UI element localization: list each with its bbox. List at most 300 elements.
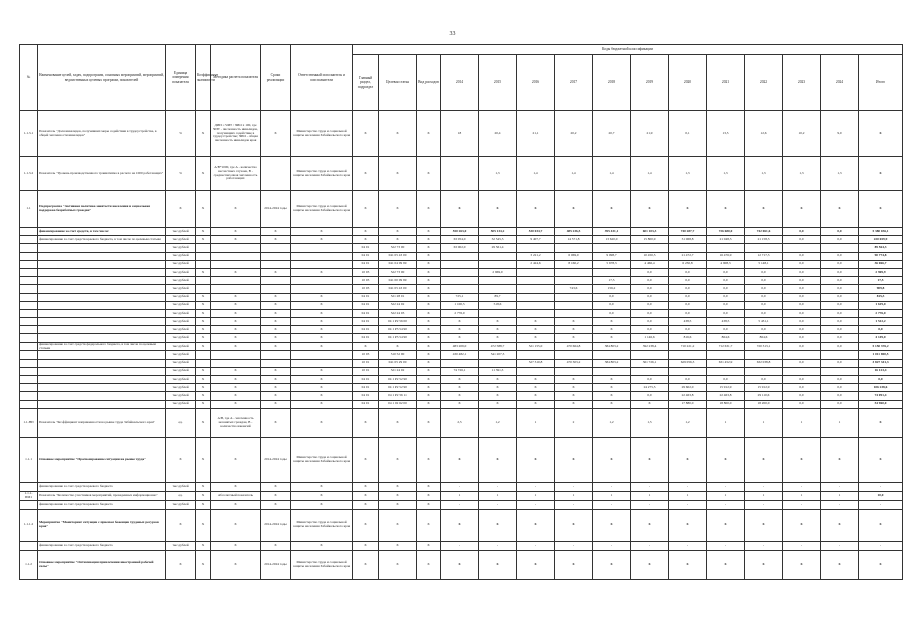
table-cell: - bbox=[821, 541, 859, 550]
table-row bbox=[20, 408, 903, 437]
table-cell: % bbox=[166, 111, 196, 157]
table-cell: 1 bbox=[479, 491, 517, 500]
table-cell bbox=[261, 351, 291, 359]
table-cell: X bbox=[593, 326, 631, 334]
table-cell: 0,0 bbox=[669, 293, 707, 301]
table-cell bbox=[745, 351, 783, 359]
table-row bbox=[20, 326, 903, 334]
table-cell: X bbox=[859, 509, 903, 541]
table-cell: 0,0 bbox=[821, 392, 859, 400]
table-cell: 24 275,5 bbox=[631, 384, 669, 392]
table-cell: 430 482,1 bbox=[441, 351, 479, 359]
table-cell bbox=[20, 277, 38, 285]
table-cell bbox=[38, 392, 166, 400]
table-cell: 720 313,1 bbox=[745, 342, 783, 351]
table-row bbox=[20, 482, 903, 491]
table-cell: X bbox=[211, 334, 261, 342]
table-cell: 1 100,5 bbox=[441, 301, 479, 309]
table-cell: 2014-2024 годы bbox=[261, 550, 291, 579]
table-cell: X bbox=[291, 293, 353, 301]
table-cell: X bbox=[166, 437, 196, 482]
table-cell bbox=[20, 260, 38, 268]
table-cell: X bbox=[517, 376, 555, 384]
table-cell: 0,0 bbox=[707, 309, 745, 317]
table-cell: 9 407,7 bbox=[517, 236, 555, 244]
table-cell bbox=[555, 277, 593, 285]
table-cell: X bbox=[517, 318, 555, 326]
table-cell: X bbox=[859, 437, 903, 482]
table-cell: 0,0 bbox=[669, 301, 707, 309]
table-cell: 0,0 bbox=[707, 301, 745, 309]
table-cell: X bbox=[417, 367, 441, 375]
table-cell: 22 463,8 bbox=[669, 392, 707, 400]
table-cell: 3 221,2 bbox=[517, 252, 555, 260]
table-cell: Министерство труда и социальной защиты населения Забайкальского края bbox=[291, 437, 353, 482]
table-cell: X bbox=[517, 326, 555, 334]
table-cell: 0,0 bbox=[783, 268, 821, 276]
table-cell: 1,3 bbox=[783, 157, 821, 191]
table-cell: X bbox=[441, 318, 479, 326]
table-cell bbox=[291, 285, 353, 293]
table-cell: - bbox=[707, 500, 745, 509]
table-cell bbox=[517, 293, 555, 301]
table-cell: X bbox=[417, 260, 441, 268]
table-cell: 9 098,7 bbox=[593, 252, 631, 260]
table-cell: тыс.рублей bbox=[166, 400, 196, 408]
table-cell: 1,3 bbox=[821, 157, 859, 191]
table-cell bbox=[20, 285, 38, 293]
table-cell: X bbox=[211, 318, 261, 326]
header-year: 2014 bbox=[441, 55, 479, 111]
table-cell bbox=[441, 252, 479, 260]
table-cell: X bbox=[379, 437, 417, 482]
table-cell: 521 24 02 bbox=[379, 367, 417, 375]
table-cell: X bbox=[379, 157, 417, 191]
table-cell bbox=[555, 268, 593, 276]
table-cell: 521 155,0 bbox=[517, 342, 555, 351]
table-cell: X bbox=[479, 392, 517, 400]
table-cell: 601 103,3 bbox=[631, 228, 669, 236]
table-row bbox=[20, 400, 903, 408]
table-row bbox=[20, 260, 903, 268]
table-cell: 04 1 02 62 00 bbox=[379, 400, 417, 408]
header-year: 2022 bbox=[745, 55, 783, 111]
table-cell: 0,0 bbox=[783, 277, 821, 285]
table-cell: - bbox=[441, 482, 479, 491]
table-cell: Показатель "Уровень производственного травматизма в расчете на 1000 работающих" bbox=[38, 157, 166, 191]
table-cell: 21 048,3 bbox=[707, 236, 745, 244]
table-cell: X bbox=[821, 191, 859, 228]
table-cell bbox=[20, 236, 38, 244]
table-cell bbox=[291, 351, 353, 359]
table-cell: X bbox=[196, 228, 211, 236]
header-year: 2018 bbox=[593, 55, 631, 111]
table-cell: 530 034,7 bbox=[517, 228, 555, 236]
table-cell: 6 069,0 bbox=[555, 252, 593, 260]
table-cell: X bbox=[353, 236, 379, 244]
table-cell bbox=[38, 376, 166, 384]
table-cell: 29 602,0 bbox=[669, 384, 707, 392]
table-cell: X bbox=[211, 550, 261, 579]
table-cell bbox=[291, 260, 353, 268]
table-cell: X bbox=[555, 509, 593, 541]
table-cell: тыс.рублей bbox=[166, 309, 196, 317]
table-cell: 1 bbox=[517, 491, 555, 500]
table-cell: 0,0 bbox=[669, 285, 707, 293]
table-cell: X bbox=[417, 334, 441, 342]
table-cell: X bbox=[353, 111, 379, 157]
table-cell: 0,0 bbox=[631, 268, 669, 276]
table-cell: X bbox=[479, 509, 517, 541]
table-cell: X bbox=[261, 228, 291, 236]
table-cell: X bbox=[353, 482, 379, 491]
table-cell: 0,0 bbox=[859, 376, 903, 384]
table-cell: 0,0 bbox=[707, 376, 745, 384]
table-cell bbox=[441, 277, 479, 285]
table-cell: X bbox=[196, 384, 211, 392]
table-cell: 0,0 bbox=[783, 326, 821, 334]
table-cell bbox=[441, 260, 479, 268]
table-cell: 510 52 90 bbox=[379, 351, 417, 359]
table-cell: X bbox=[196, 376, 211, 384]
table-cell: 0,0 bbox=[631, 326, 669, 334]
table-cell: - bbox=[821, 500, 859, 509]
table-cell: 14 571,8 bbox=[555, 236, 593, 244]
table-cell: X bbox=[555, 376, 593, 384]
table-row bbox=[20, 285, 903, 293]
table-cell: 0,0 bbox=[745, 268, 783, 276]
table-cell: X bbox=[417, 550, 441, 579]
table-cell: 0,0 bbox=[631, 309, 669, 317]
table-cell: X bbox=[479, 318, 517, 326]
table-cell bbox=[20, 400, 38, 408]
table-cell: X bbox=[196, 157, 211, 191]
table-row bbox=[20, 268, 903, 276]
table-cell bbox=[441, 359, 479, 367]
table-cell: X bbox=[669, 550, 707, 579]
table-cell: 632 038,8 bbox=[745, 359, 783, 367]
table-cell: 522 24 02 bbox=[379, 301, 417, 309]
table-cell: тыс.рублей bbox=[166, 351, 196, 359]
table-cell: X bbox=[707, 509, 745, 541]
table-cell bbox=[593, 268, 631, 276]
table-cell: X bbox=[441, 384, 479, 392]
table-cell: 1,4 bbox=[517, 157, 555, 191]
table-cell: 04 1 P2 52 90 bbox=[379, 376, 417, 384]
table-cell: X bbox=[479, 334, 517, 342]
table-cell: 2,5 bbox=[441, 408, 479, 437]
table-cell: X bbox=[166, 509, 196, 541]
table-cell: X bbox=[211, 384, 261, 392]
table-cell: 0,0 bbox=[783, 376, 821, 384]
table-cell: 1,4 bbox=[631, 157, 669, 191]
table-cell: 438,5 bbox=[669, 318, 707, 326]
table-cell: - bbox=[745, 482, 783, 491]
table-cell: X bbox=[291, 309, 353, 317]
table-cell: 54 960,0 bbox=[859, 400, 903, 408]
table-cell bbox=[20, 326, 38, 334]
table-cell: X bbox=[417, 252, 441, 260]
table-cell bbox=[211, 277, 261, 285]
table-cell: 0,0 bbox=[821, 285, 859, 293]
table-cell: X bbox=[291, 342, 353, 351]
table-cell: X bbox=[291, 236, 353, 244]
table-cell bbox=[555, 309, 593, 317]
table-cell: X bbox=[261, 408, 291, 437]
table-cell: 0,0 bbox=[821, 359, 859, 367]
table-cell: X bbox=[379, 342, 417, 351]
table-cell: X bbox=[291, 334, 353, 342]
table-cell: 0,0 bbox=[821, 277, 859, 285]
table-cell bbox=[20, 376, 38, 384]
table-cell: X bbox=[517, 437, 555, 482]
table-cell bbox=[20, 482, 38, 491]
table-cell: 1.1.2 bbox=[20, 550, 38, 579]
table-cell bbox=[20, 228, 38, 236]
table-cell: тыс.рублей bbox=[166, 500, 196, 509]
header-target: Целевая статья bbox=[379, 55, 417, 111]
table-cell: X bbox=[707, 437, 745, 482]
table-cell: X bbox=[211, 482, 261, 491]
table-cell: 0,0 bbox=[783, 228, 821, 236]
table-cell: 13 620,0 bbox=[593, 236, 631, 244]
table-row bbox=[20, 277, 903, 285]
table-cell: 04 1 P2 56 11 bbox=[379, 392, 417, 400]
table-cell: - bbox=[631, 541, 669, 550]
table-cell: 04 01 bbox=[353, 244, 379, 252]
table-cell: X bbox=[291, 228, 353, 236]
table-cell: - bbox=[859, 482, 903, 491]
table-cell: 0,0 bbox=[821, 342, 859, 351]
table-cell: 29 561,4 bbox=[479, 244, 517, 252]
table-cell: 710 221,2 bbox=[669, 342, 707, 351]
table-cell: 0,0 bbox=[783, 301, 821, 309]
table-cell: 041 05 43 00 bbox=[379, 252, 417, 260]
table-cell: X bbox=[211, 191, 261, 228]
table-cell: X bbox=[631, 437, 669, 482]
table-cell: 2 969,9 bbox=[859, 268, 903, 276]
table-cell: 0,0 bbox=[821, 301, 859, 309]
table-cell: 04 01 bbox=[353, 334, 379, 342]
table-cell: 17,5 bbox=[859, 277, 903, 285]
table-cell: А/В, где А - численность незанятых граждан, В - количество вакансий bbox=[211, 408, 261, 437]
table-cell: - bbox=[517, 500, 555, 509]
table-cell: 0,0 bbox=[593, 309, 631, 317]
table-cell bbox=[821, 244, 859, 252]
table-cell: 74 726,1 bbox=[441, 367, 479, 375]
table-cell bbox=[211, 359, 261, 367]
table-cell: 29 110,6 bbox=[745, 392, 783, 400]
table-cell: 1 512,2 bbox=[859, 318, 903, 326]
table-cell: - bbox=[593, 482, 631, 491]
table-cell: 04 1 P3 54 90 bbox=[379, 334, 417, 342]
table-cell: X bbox=[353, 500, 379, 509]
table-cell: - bbox=[441, 541, 479, 550]
table-cell: X bbox=[353, 437, 379, 482]
table-cell: X bbox=[417, 359, 441, 367]
table-cell: 0,0 bbox=[631, 318, 669, 326]
table-cell bbox=[20, 244, 38, 252]
table-cell: Показатель "Количество участников мероприятий, проведенных информационно" bbox=[38, 491, 166, 500]
table-cell: 361 726,1 bbox=[631, 359, 669, 367]
table-cell bbox=[631, 367, 669, 375]
table-cell: 0,0 bbox=[669, 376, 707, 384]
table-cell: 1 bbox=[821, 491, 859, 500]
table-cell: тыс.рублей bbox=[166, 482, 196, 491]
table-cell: 20,4 bbox=[479, 111, 517, 157]
table-cell bbox=[707, 351, 745, 359]
table-cell: X bbox=[441, 392, 479, 400]
table-cell: X bbox=[196, 236, 211, 244]
table-cell bbox=[211, 252, 261, 260]
table-cell: - bbox=[593, 500, 631, 509]
table-cell: X bbox=[261, 236, 291, 244]
table-cell: X bbox=[517, 392, 555, 400]
table-cell: X bbox=[555, 326, 593, 334]
table-cell bbox=[517, 285, 555, 293]
table-cell bbox=[20, 541, 38, 550]
table-cell: 11 391,3 bbox=[479, 367, 517, 375]
table-cell bbox=[261, 285, 291, 293]
header-section: Главный раздел, подраздел bbox=[353, 55, 379, 111]
table-cell: 395 431,1 bbox=[593, 228, 631, 236]
table-cell: X bbox=[211, 400, 261, 408]
table-cell: X bbox=[417, 342, 441, 351]
table-cell: - bbox=[479, 482, 517, 491]
table-cell: 3 827 341,3 bbox=[859, 359, 903, 367]
table-cell: % bbox=[166, 157, 196, 191]
table-cell: 0,0 bbox=[821, 334, 859, 342]
table-cell bbox=[196, 351, 211, 359]
table-cell: X bbox=[417, 277, 441, 285]
table-cell: 4 149,0 bbox=[859, 334, 903, 342]
table-cell: 0,0 bbox=[783, 334, 821, 342]
table-cell: Министерство труда и социальной защиты населения Забайкальского края bbox=[291, 111, 353, 157]
header-kind: Вид расходов bbox=[417, 55, 441, 111]
table-cell: - bbox=[821, 482, 859, 491]
table-cell: X bbox=[211, 268, 261, 276]
table-cell: 2 776,0 bbox=[441, 309, 479, 317]
table-cell: 0,0 bbox=[783, 236, 821, 244]
header-name: Наименование целей, задач, подпрограмм, основных мероприятий, мероприятий, ведомственных целевых программ, показателей bbox=[38, 45, 166, 111]
table-cell: X bbox=[517, 509, 555, 541]
table-cell: 31 068,8 bbox=[669, 236, 707, 244]
table-row bbox=[20, 550, 903, 579]
table-cell: 15 800,9 bbox=[631, 236, 669, 244]
table-cell bbox=[211, 244, 261, 252]
table-cell: 10 01 bbox=[353, 359, 379, 367]
table-cell: X bbox=[593, 318, 631, 326]
table-cell bbox=[479, 252, 517, 260]
table-cell: X bbox=[669, 509, 707, 541]
table-cell: X bbox=[517, 550, 555, 579]
table-cell: X bbox=[353, 157, 379, 191]
table-cell: 16 123,4 bbox=[859, 367, 903, 375]
table-cell: 0,0 bbox=[783, 260, 821, 268]
table-cell: X bbox=[555, 318, 593, 326]
table-cell: X bbox=[166, 550, 196, 579]
table-cell: X bbox=[669, 437, 707, 482]
table-cell: 1 bbox=[745, 491, 783, 500]
table-cell: 522 24 03 bbox=[379, 309, 417, 317]
table-cell: 10 03 bbox=[353, 351, 379, 359]
table-cell: 04 01 bbox=[353, 376, 379, 384]
table-cell: X bbox=[261, 491, 291, 500]
table-cell bbox=[555, 351, 593, 359]
table-cell bbox=[20, 384, 38, 392]
table-cell: X bbox=[353, 541, 379, 550]
table-cell: X bbox=[783, 550, 821, 579]
table-cell: Основное мероприятие "Оптимизация привлечения иностранной рабочей силы" bbox=[38, 550, 166, 579]
table-cell: 1,2 bbox=[593, 408, 631, 437]
table-cell: X bbox=[417, 318, 441, 326]
table-cell: Абсолютный показатель bbox=[211, 491, 261, 500]
table-cell bbox=[517, 351, 555, 359]
table-cell: X bbox=[261, 309, 291, 317]
table-cell: 0,0 bbox=[631, 376, 669, 384]
table-cell: 0,0 bbox=[707, 285, 745, 293]
table-cell: 21,9 bbox=[631, 111, 669, 157]
table-cell: 8 160,2 bbox=[555, 260, 593, 268]
table-cell: - bbox=[783, 500, 821, 509]
table-row bbox=[20, 244, 903, 252]
table-cell: 1.1 bbox=[20, 191, 38, 228]
table-cell bbox=[441, 285, 479, 293]
table-cell bbox=[38, 309, 166, 317]
table-cell: X bbox=[379, 408, 417, 437]
table-cell: X bbox=[555, 384, 593, 392]
table-cell: X bbox=[291, 367, 353, 375]
table-cell: X bbox=[261, 367, 291, 375]
table-cell: 0,0 bbox=[631, 392, 669, 400]
table-cell: 0,0 bbox=[783, 293, 821, 301]
table-cell bbox=[20, 252, 38, 260]
table-cell: 0,0 bbox=[783, 384, 821, 392]
table-row bbox=[20, 111, 903, 157]
table-cell: - bbox=[555, 500, 593, 509]
table-cell: 0,0 bbox=[783, 400, 821, 408]
table-row bbox=[20, 252, 903, 260]
table-cell: X bbox=[417, 491, 441, 500]
table-cell: X bbox=[196, 334, 211, 342]
table-cell bbox=[38, 268, 166, 276]
table-cell bbox=[479, 309, 517, 317]
table-cell: - bbox=[593, 541, 631, 550]
table-cell: X bbox=[196, 268, 211, 276]
table-cell: X bbox=[859, 111, 903, 157]
table-cell: X bbox=[196, 408, 211, 437]
table-cell: 1.1.1.2 bbox=[20, 509, 38, 541]
table-cell: Подпрограмма "Активная политика занятости населения и социальная поддержка безработных граждан" bbox=[38, 191, 166, 228]
table-cell: 041 04 09 99 bbox=[379, 260, 417, 268]
table-cell: 815,3 bbox=[859, 293, 903, 301]
table-cell: X bbox=[196, 541, 211, 550]
table-cell: X bbox=[593, 191, 631, 228]
table-cell: 90 774,8 bbox=[859, 252, 903, 260]
table-cell: X bbox=[631, 550, 669, 579]
table-cell: X bbox=[417, 351, 441, 359]
table-cell: X bbox=[417, 400, 441, 408]
table-cell: X bbox=[211, 293, 261, 301]
table-cell: - bbox=[517, 482, 555, 491]
table-cell: 1 bbox=[631, 491, 669, 500]
table-cell: X bbox=[379, 491, 417, 500]
table-cell: 10 01 bbox=[353, 367, 379, 375]
table-cell bbox=[261, 359, 291, 367]
table-cell: 864,6 bbox=[745, 334, 783, 342]
table-cell: 0,0 bbox=[821, 400, 859, 408]
table-cell: - bbox=[669, 500, 707, 509]
